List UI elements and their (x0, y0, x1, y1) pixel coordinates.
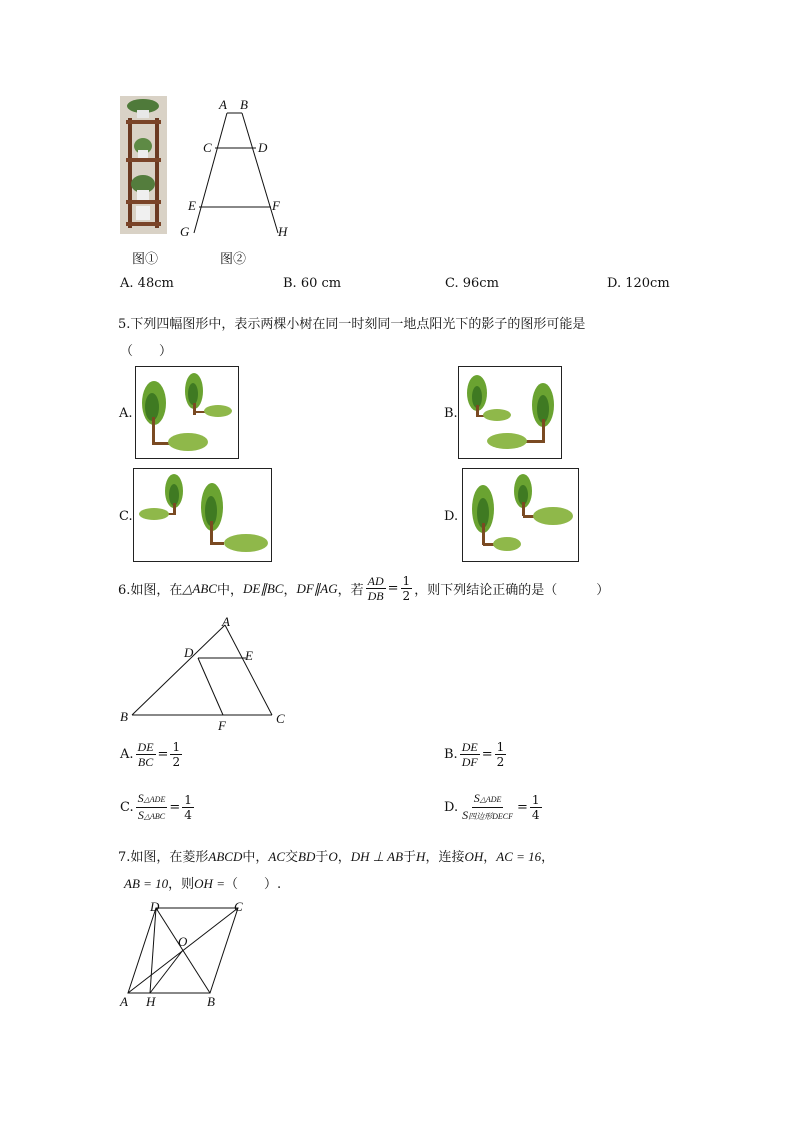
fig2-label-E: E (188, 198, 196, 213)
option-letter: C. (445, 276, 459, 291)
q6-option-a[interactable]: A. $\frac{DE}{BC}$ = $\frac{1}{2}$ (120, 740, 181, 769)
q5-option-b-picture[interactable] (458, 366, 562, 459)
tree-shadow-icon (195, 405, 232, 417)
q6-label-F: F (218, 718, 226, 733)
option-value: 48cm (137, 276, 174, 291)
q4-option-b[interactable] (283, 276, 341, 291)
q4-option-d[interactable] (607, 276, 670, 291)
tree-shadow-icon (212, 534, 268, 552)
fig2-label-D: D (258, 140, 268, 155)
q6-label-D: D (184, 645, 194, 660)
q7-stem-line2: AB = 10，则OH =（ ）. (124, 876, 282, 892)
q7-label-O: O (178, 934, 188, 949)
q6-option-c[interactable]: C. $\frac{\text{S△ADE}}{\text{S△ABC}}$ = $\frac{1}{4}$ (120, 791, 192, 822)
q6-option-d[interactable]: D. $\frac{\text{S△ADE}}{\text{S四边形DECF}}$ = $\frac{1}{4}$ (444, 791, 540, 822)
fig2-label-A: A (219, 97, 227, 112)
tree-shadow-icon (523, 507, 573, 525)
q6-label-C: C (276, 711, 285, 726)
q5-option-d-letter[interactable]: D. (444, 509, 459, 524)
q7-label-B: B (207, 994, 215, 1009)
q4-option-a[interactable] (120, 276, 174, 291)
tree-icon (201, 483, 223, 545)
q6-label-E: E (245, 648, 253, 663)
q7-label-D: D (150, 899, 160, 914)
q4-option-c[interactable] (445, 276, 499, 291)
tree-icon (467, 375, 487, 417)
q5-option-d-picture[interactable] (462, 468, 579, 562)
q5-answer-paren: （ ） (120, 344, 173, 359)
option-value: 96cm (462, 276, 499, 291)
option-letter: B. (283, 276, 297, 291)
fig2-label-F: F (272, 198, 280, 213)
tree-shadow-icon (477, 409, 511, 421)
plant-stand-photo (120, 96, 167, 234)
fig2-label-G: G (180, 224, 190, 239)
q6-triangle-figure (120, 610, 300, 735)
tree-icon (142, 381, 166, 445)
q6-stem: 6.如图，在 △ABC 中， DE∥BC ， DF∥AG ，若 $\frac{AD}{DB}$ = $\frac{1}{2}$ ，则下列结论正确的是（ ） (118, 574, 610, 603)
tree-icon (514, 474, 532, 516)
fig2-caption: 图② (220, 252, 247, 267)
option-value: 60 cm (300, 276, 342, 291)
q6-option-b[interactable]: B. $\frac{DE}{DF}$ = $\frac{1}{2}$ (444, 740, 505, 769)
tree-icon (532, 383, 554, 443)
ratio-value-fraction: $\frac{1}{2}$ (402, 574, 411, 603)
option-letter: A. (120, 276, 134, 291)
q5-stem: 5.下列四幅图形中，表示两棵小树在同一时刻同一地点阳光下的影子的图形可能是 (118, 317, 586, 332)
fig2-label-B: B (240, 97, 248, 112)
tree-icon (185, 373, 203, 415)
tree-icon (165, 474, 183, 515)
q5-option-a-picture[interactable] (135, 366, 239, 459)
tree-shadow-icon (139, 508, 174, 520)
ratio-fraction: $\frac{AD}{DB}$ (367, 574, 384, 603)
tree-icon (472, 485, 494, 545)
option-value: 120cm (625, 276, 670, 291)
fig2-label-H: H (278, 224, 288, 239)
tree-shadow-icon (487, 433, 543, 449)
tree-shadow-icon (483, 537, 521, 551)
q5-option-b-letter[interactable]: B. (444, 406, 458, 421)
q7-label-A: A (120, 994, 128, 1009)
q5-option-c-picture[interactable] (133, 468, 272, 562)
q7-label-H: H (146, 994, 156, 1009)
fig2-label-C: C (203, 140, 212, 155)
q6-label-B: B (120, 709, 128, 724)
trapezoid-figure-2 (180, 95, 290, 245)
fig1-caption: 图① (132, 252, 159, 267)
q7-label-C: C (234, 899, 243, 914)
q6-label-A: A (222, 614, 230, 629)
q7-stem-line1: 7.如图，在菱形ABCD中，AC交BD于O，DH ⊥ AB于H，连接OH，AC = 16， (118, 849, 555, 865)
q5-option-c-letter[interactable]: C. (119, 509, 133, 524)
option-letter: D. (607, 276, 622, 291)
tree-shadow-icon (155, 433, 208, 451)
q5-option-a-letter[interactable]: A. (119, 406, 133, 421)
